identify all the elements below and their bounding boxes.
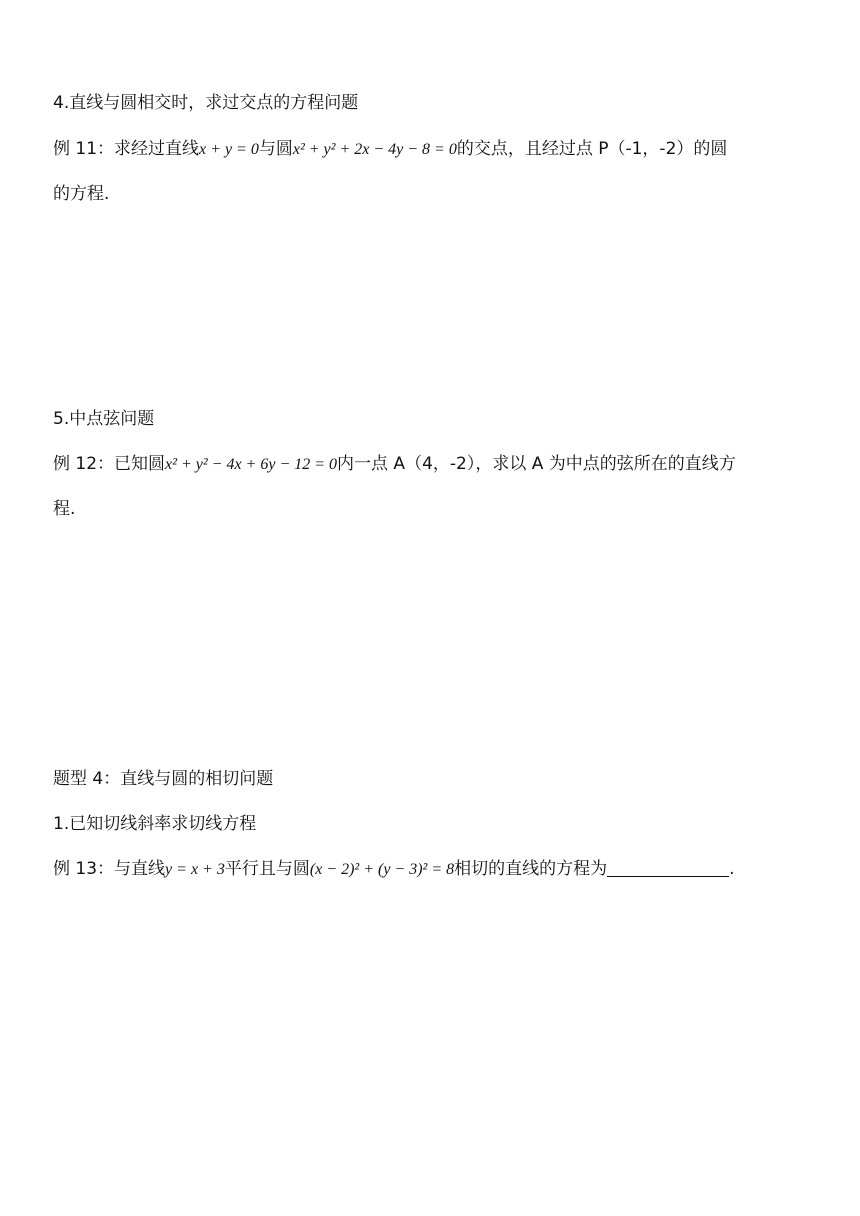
example-11: [53, 137, 727, 162]
example-11-text-3: 的交点，且经过点 P（-1，-2）的圆: [456, 139, 728, 159]
example-11-text-2: 与圆: [258, 139, 293, 159]
example-12: [53, 452, 736, 477]
example-12-text-2: 内一点 A（4，-2），求以 A 为中点的弦所在的直线方: [337, 454, 736, 474]
section-4-heading: 4.直线与圆相交时，求过交点的方程问题: [53, 93, 359, 113]
subsection-1-heading: 1.已知切线斜率求切线方程: [53, 814, 257, 834]
example-13-text-3: 相切的直线的方程为: [454, 859, 608, 879]
example-13-text-2: 平行且与圆: [224, 859, 310, 879]
example-12-continuation: 程.: [53, 499, 76, 519]
example-11-text-1: 求经过直线: [114, 139, 200, 159]
example-13-text-1: 与直线: [114, 859, 166, 879]
section-5-heading: 5.中点弦问题: [53, 409, 155, 429]
example-12-label: 例 12：: [53, 454, 115, 474]
example-11-circle-equation: x² + y² + 2x − 4y − 8 = 0: [292, 141, 457, 158]
example-13-end: .: [729, 859, 735, 879]
example-13-line-equation: y = x + 3: [165, 861, 225, 878]
example-11-line-equation: x + y = 0: [199, 141, 259, 158]
answer-blank: [607, 858, 729, 877]
example-13-label: 例 13：: [53, 859, 115, 879]
type-4-heading: 题型 4：直线与圆的相切问题: [53, 769, 274, 789]
example-13-circle-equation: (x − 2)² + (y − 3)² = 8: [309, 861, 455, 878]
example-11-label: 例 11：: [53, 139, 115, 159]
example-12-circle-equation: x² + y² − 4x + 6y − 12 = 0: [165, 456, 338, 473]
example-12-text-1: 已知圆: [114, 454, 166, 474]
example-11-continuation: 的方程.: [53, 184, 110, 204]
example-13: [53, 857, 735, 882]
